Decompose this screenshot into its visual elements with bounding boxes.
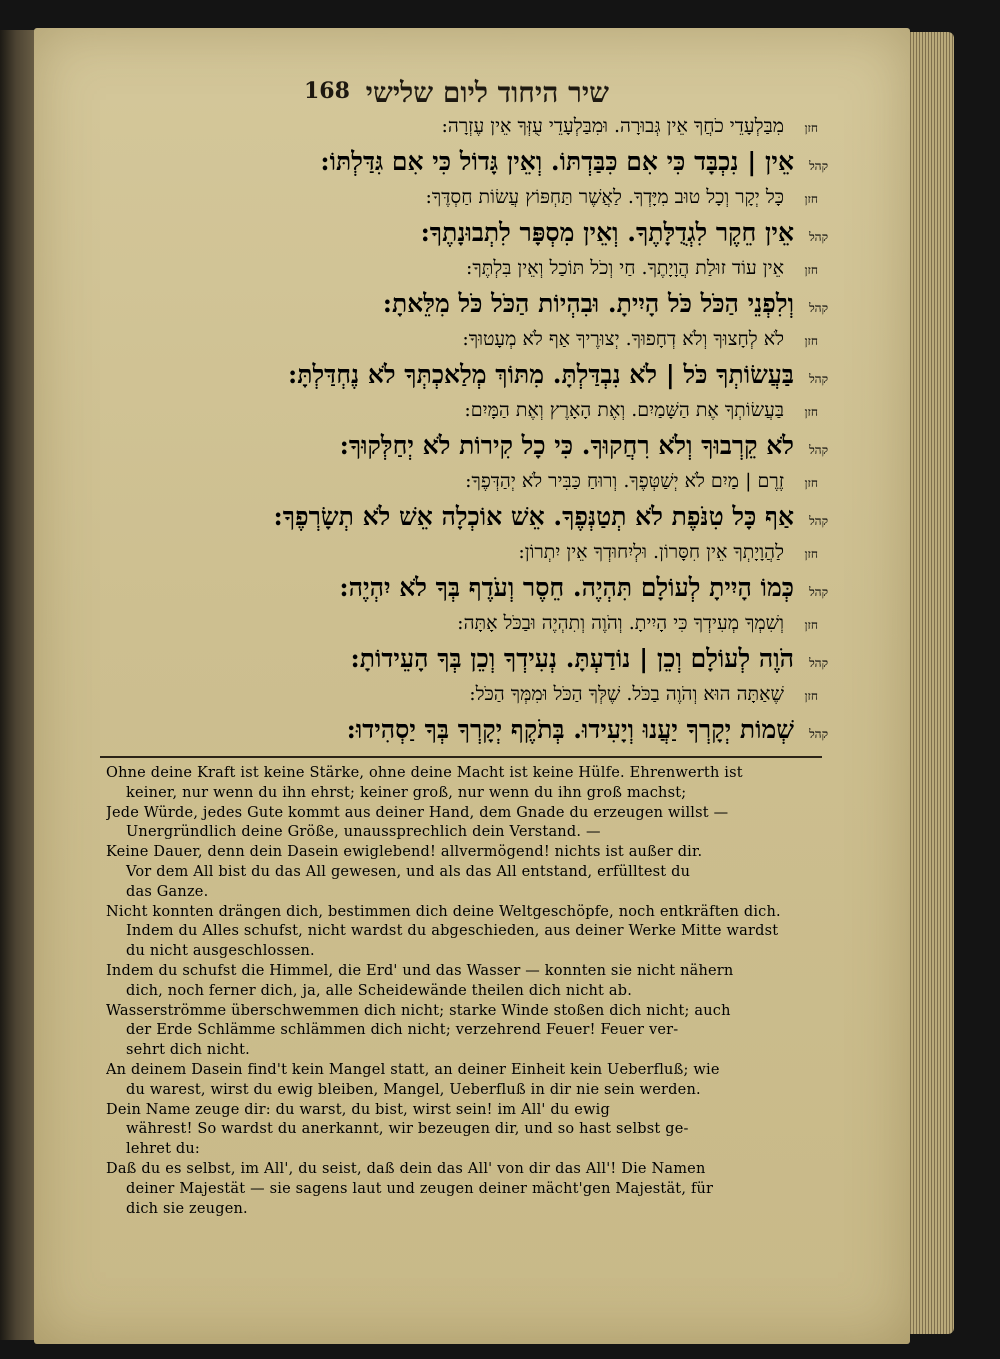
speaker-label: חזן <box>804 334 818 348</box>
speaker-label: קהל <box>809 727 828 741</box>
translation-paragraph <box>106 843 828 902</box>
page-number: 168 <box>304 78 350 104</box>
hebrew-text: אֵין חֵקֶר לִגְדֻלָּתֶךָ. וְאֵין מִסְפָּר לִתְבוּנָתֶךָ: <box>420 218 794 247</box>
hebrew-text: שֶׁאַתָּה הוּא וְהֹוֶה בַכֹּל. שֶׁלְּךָ הַכֹּל וּמִמְּךָ הַכֹּל: <box>469 683 784 705</box>
translation-line: du nicht ausgeschlossen. <box>126 943 315 960</box>
hebrew-line <box>68 360 828 399</box>
speaker-label: קהל <box>809 656 828 670</box>
hebrew-text: וְלִפְנֵי הַכֹּל כֹּל הָיִיתָ. וּבִהְיוֹת הַכֹּל כֹּל מִלֵּאתָ: <box>382 289 794 318</box>
translation-paragraph <box>106 1101 828 1160</box>
translation-line: deiner Majestät — sie sagens laut und zeugen deiner mächt'gen Majestät, für <box>126 1180 714 1197</box>
speaker-label: חזן <box>804 547 818 561</box>
hebrew-text: לֹא קֵרְבוּךָ וְלֹא רִחֲקוּךָ. כִּי כָל קִירוֹת לֹא יְחַלְּקוּךָ: <box>339 431 794 460</box>
translation-line: du warest, wirst du ewig bleiben, Mangel, Ueberfluß in dir nie sein werden. <box>126 1081 701 1098</box>
speaker-label: קהל <box>809 159 828 173</box>
hebrew-line <box>68 257 828 289</box>
translation-paragraph <box>106 1002 828 1061</box>
speaker-label: קהל <box>809 230 828 244</box>
speaker-label: קהל <box>809 301 828 315</box>
speaker-label: חזן <box>804 121 818 135</box>
hebrew-text: כָּל יְקָר וְכָל טוּב מִיָּדְךָ. לַאֲשֶׁר תַּחְפּוֹץ עֲשׂוֹת חַסְדֶּךָ: <box>425 186 784 208</box>
hebrew-text: מִבַּלְעָדֵי כֹחֲךָ אֵין גְּבוּרָה. וּמִבַּלְעָדֵי עֻזְּךָ אֵין עֶזְרָה: <box>441 115 784 137</box>
translation-line: dich sie zeugen. <box>126 1200 248 1217</box>
divider-rule <box>100 756 822 758</box>
translation-paragraph <box>106 1160 828 1219</box>
translation-line: Indem du Alles schufst, nicht wardst du abgeschieden, aus deiner Werke Mitte wardst <box>126 923 779 940</box>
speaker-label: חזן <box>804 618 818 632</box>
hebrew-line <box>68 186 828 218</box>
speaker-label: קהל <box>809 372 828 386</box>
hebrew-line <box>68 470 828 502</box>
hebrew-line <box>68 715 828 754</box>
speaker-label: חזן <box>804 405 818 419</box>
hebrew-line <box>68 328 828 360</box>
hebrew-line <box>68 644 828 683</box>
hebrew-line <box>68 115 828 147</box>
hebrew-text: וְשִׁמְךָ מְעִידְךָ כִּי הָיִיתָ. וְהֹוֶה וְתִהְיֶה וּבַכֹּל אָתָּה: <box>457 612 784 634</box>
facing-page-edge <box>0 30 36 1340</box>
translation-line: keiner, nur wenn du ihn ehrst; keiner groß, nur wenn du ihn groß machst; <box>126 784 687 801</box>
hebrew-text: זֶרֶם | מַיִם לֹא יְשַׁטְּפֶךָ. וְרוּחַ כַּבִּיר לֹא יְהַדְּפֶךָ: <box>465 470 784 492</box>
translation-line: der Erde Schlämme schlämmen dich nicht; verzehrend Feuer! Feuer ver- <box>126 1022 679 1039</box>
translation-paragraph <box>106 804 828 844</box>
hebrew-line <box>68 612 828 644</box>
hebrew-text: לֹא לְחָצוּךָ וְלֹא דְחָפוּךָ. יְצוּרֶיךָ אַף לֹא מְעָטוּךָ: <box>462 328 784 350</box>
hebrew-verse-block <box>68 115 828 754</box>
translation-paragraph <box>106 764 828 804</box>
speaker-label: קהל <box>809 514 828 528</box>
translation-line: Wasserströmme überschwemmen dich nicht; starke Winde stoßen dich nicht; auch <box>106 1002 731 1019</box>
translation-line: Unergründlich deine Größe, unaussprechlich dein Verstand. — <box>126 824 601 841</box>
translation-line: Keine Dauer, denn dein Dasein ewiglebend! allvermögend! nichts ist außer dir. <box>106 844 703 861</box>
page-header <box>304 76 824 120</box>
hebrew-line <box>68 218 828 257</box>
speaker-label: קהל <box>809 443 828 457</box>
translation-line: Indem du schufst die Himmel, die Erd' und das Wasser — konnten sie nicht nähern <box>106 962 734 979</box>
hebrew-line <box>68 399 828 431</box>
translation-line: Dein Name zeuge dir: du warst, du bist, wirst sein! im All' du ewig <box>106 1101 610 1118</box>
hebrew-text: כְּמוֹ הָיִיתָ לְעוֹלָם תִּהְיֶה. חֵסֶר וְעֹדֶף בְּךָ לֹא יִהְיֶה: <box>339 573 794 602</box>
translation-line: Jede Würde, jedes Gute kommt aus deiner Hand, dem Gnade du erzeugen willst — <box>106 804 729 821</box>
hebrew-text: אַף כָּל טִנֹּפֶת לֹא תְטַנְּפֶךָ. אֵשׁ אוֹכְלָה אֵשׁ לֹא תְשָׂרְפֶךָ: <box>273 502 794 531</box>
translation-line: Daß du es selbst, im All', du seist, daß dein das All' von dir das All'! Die Namen <box>106 1160 706 1177</box>
hebrew-line <box>68 289 828 328</box>
translation-line: Ohne deine Kraft ist keine Stärke, ohne deine Macht ist keine Hülfe. Ehrenwerth ist <box>106 765 743 781</box>
page-stack-edge <box>908 32 954 1334</box>
hebrew-text: אֵין | נִכְבָּד כִּי אִם כִּבַּדְתּוֹ. וְאֵין גָּדוֹל כִּי אִם גִּדַּלְתּוֹ: <box>320 147 794 176</box>
translation-paragraph <box>106 962 828 1002</box>
translation-line: währest! So wardst du anerkannt, wir bezeugen dir, und so hast selbst ge- <box>126 1121 689 1138</box>
german-translation <box>106 764 828 1219</box>
speaker-label: חזן <box>804 263 818 277</box>
hebrew-line <box>68 502 828 541</box>
translation-line: An deinem Dasein find't kein Mangel statt, an deiner Einheit kein Ueberfluß; wie <box>106 1061 720 1078</box>
hebrew-line <box>68 147 828 186</box>
speaker-label: חזן <box>804 689 818 703</box>
hebrew-line <box>68 431 828 470</box>
hebrew-text: בַּעֲשׂוֹתְךָ אֶת הַשָּׁמַיִם. וְאֶת הָאָרֶץ וְאֶת הַמָּיִם: <box>464 399 784 421</box>
hebrew-text: הֹוֶה לְעוֹלָם וְכֵן | נוֹדַעְתָּ. נְעִידְךָ וְכֵן בְּךָ הָעֵידוֹתָ: <box>350 644 794 673</box>
hebrew-text: בַּעֲשׂוֹתְךָ כֹּל | לֹא נִבְדַּלְתָּ. מִתּוֹךְ מְלַאכְתְּךָ לֹא נֶחְדַּלְתָּ: <box>288 360 794 389</box>
translation-line: Vor dem All bist du das All gewesen, und als das All entstand, erfülltest du <box>126 863 691 880</box>
hebrew-line <box>68 541 828 573</box>
translation-paragraph <box>106 1061 828 1101</box>
hebrew-line <box>68 573 828 612</box>
translation-paragraph <box>106 903 828 962</box>
translation-line: das Ganze. <box>126 883 209 900</box>
hebrew-text: שְׁמוֹת יְקָרְךָ יַעֲנוּ וְיָעִידוּ. בְּתֹקֶף יְקָרְךָ בְּךָ יַסְהִידוּ: <box>346 715 794 744</box>
translation-line: sehrt dich nicht. <box>126 1042 250 1059</box>
hebrew-line <box>68 683 828 715</box>
speaker-label: חזן <box>804 476 818 490</box>
speaker-label: חזן <box>804 192 818 206</box>
translation-line: Nicht konnten drängen dich, bestimmen dich deine Weltgeschöpfe, noch entkräften dich. <box>106 903 781 920</box>
translation-line: lehret du: <box>126 1141 201 1158</box>
hebrew-text: לַהֲוָיָתְךָ אֵין חִסָּרוֹן. וּלְיִחוּדְךָ אֵין יִתְרוֹן: <box>518 541 784 563</box>
running-head: שיר היחוד ליום שלישי <box>365 76 609 109</box>
translation-line: dich, noch ferner dich, ja, alle Scheidewände theilen dich nicht ab. <box>126 982 633 999</box>
hebrew-text: אֵין עוֹד זוּלַת הֲוָיָתֶךָ. חַי וְכֹל תּוֹכַל וְאֵין בִּלְתֶּךָ: <box>466 257 784 279</box>
speaker-label: קהל <box>809 585 828 599</box>
